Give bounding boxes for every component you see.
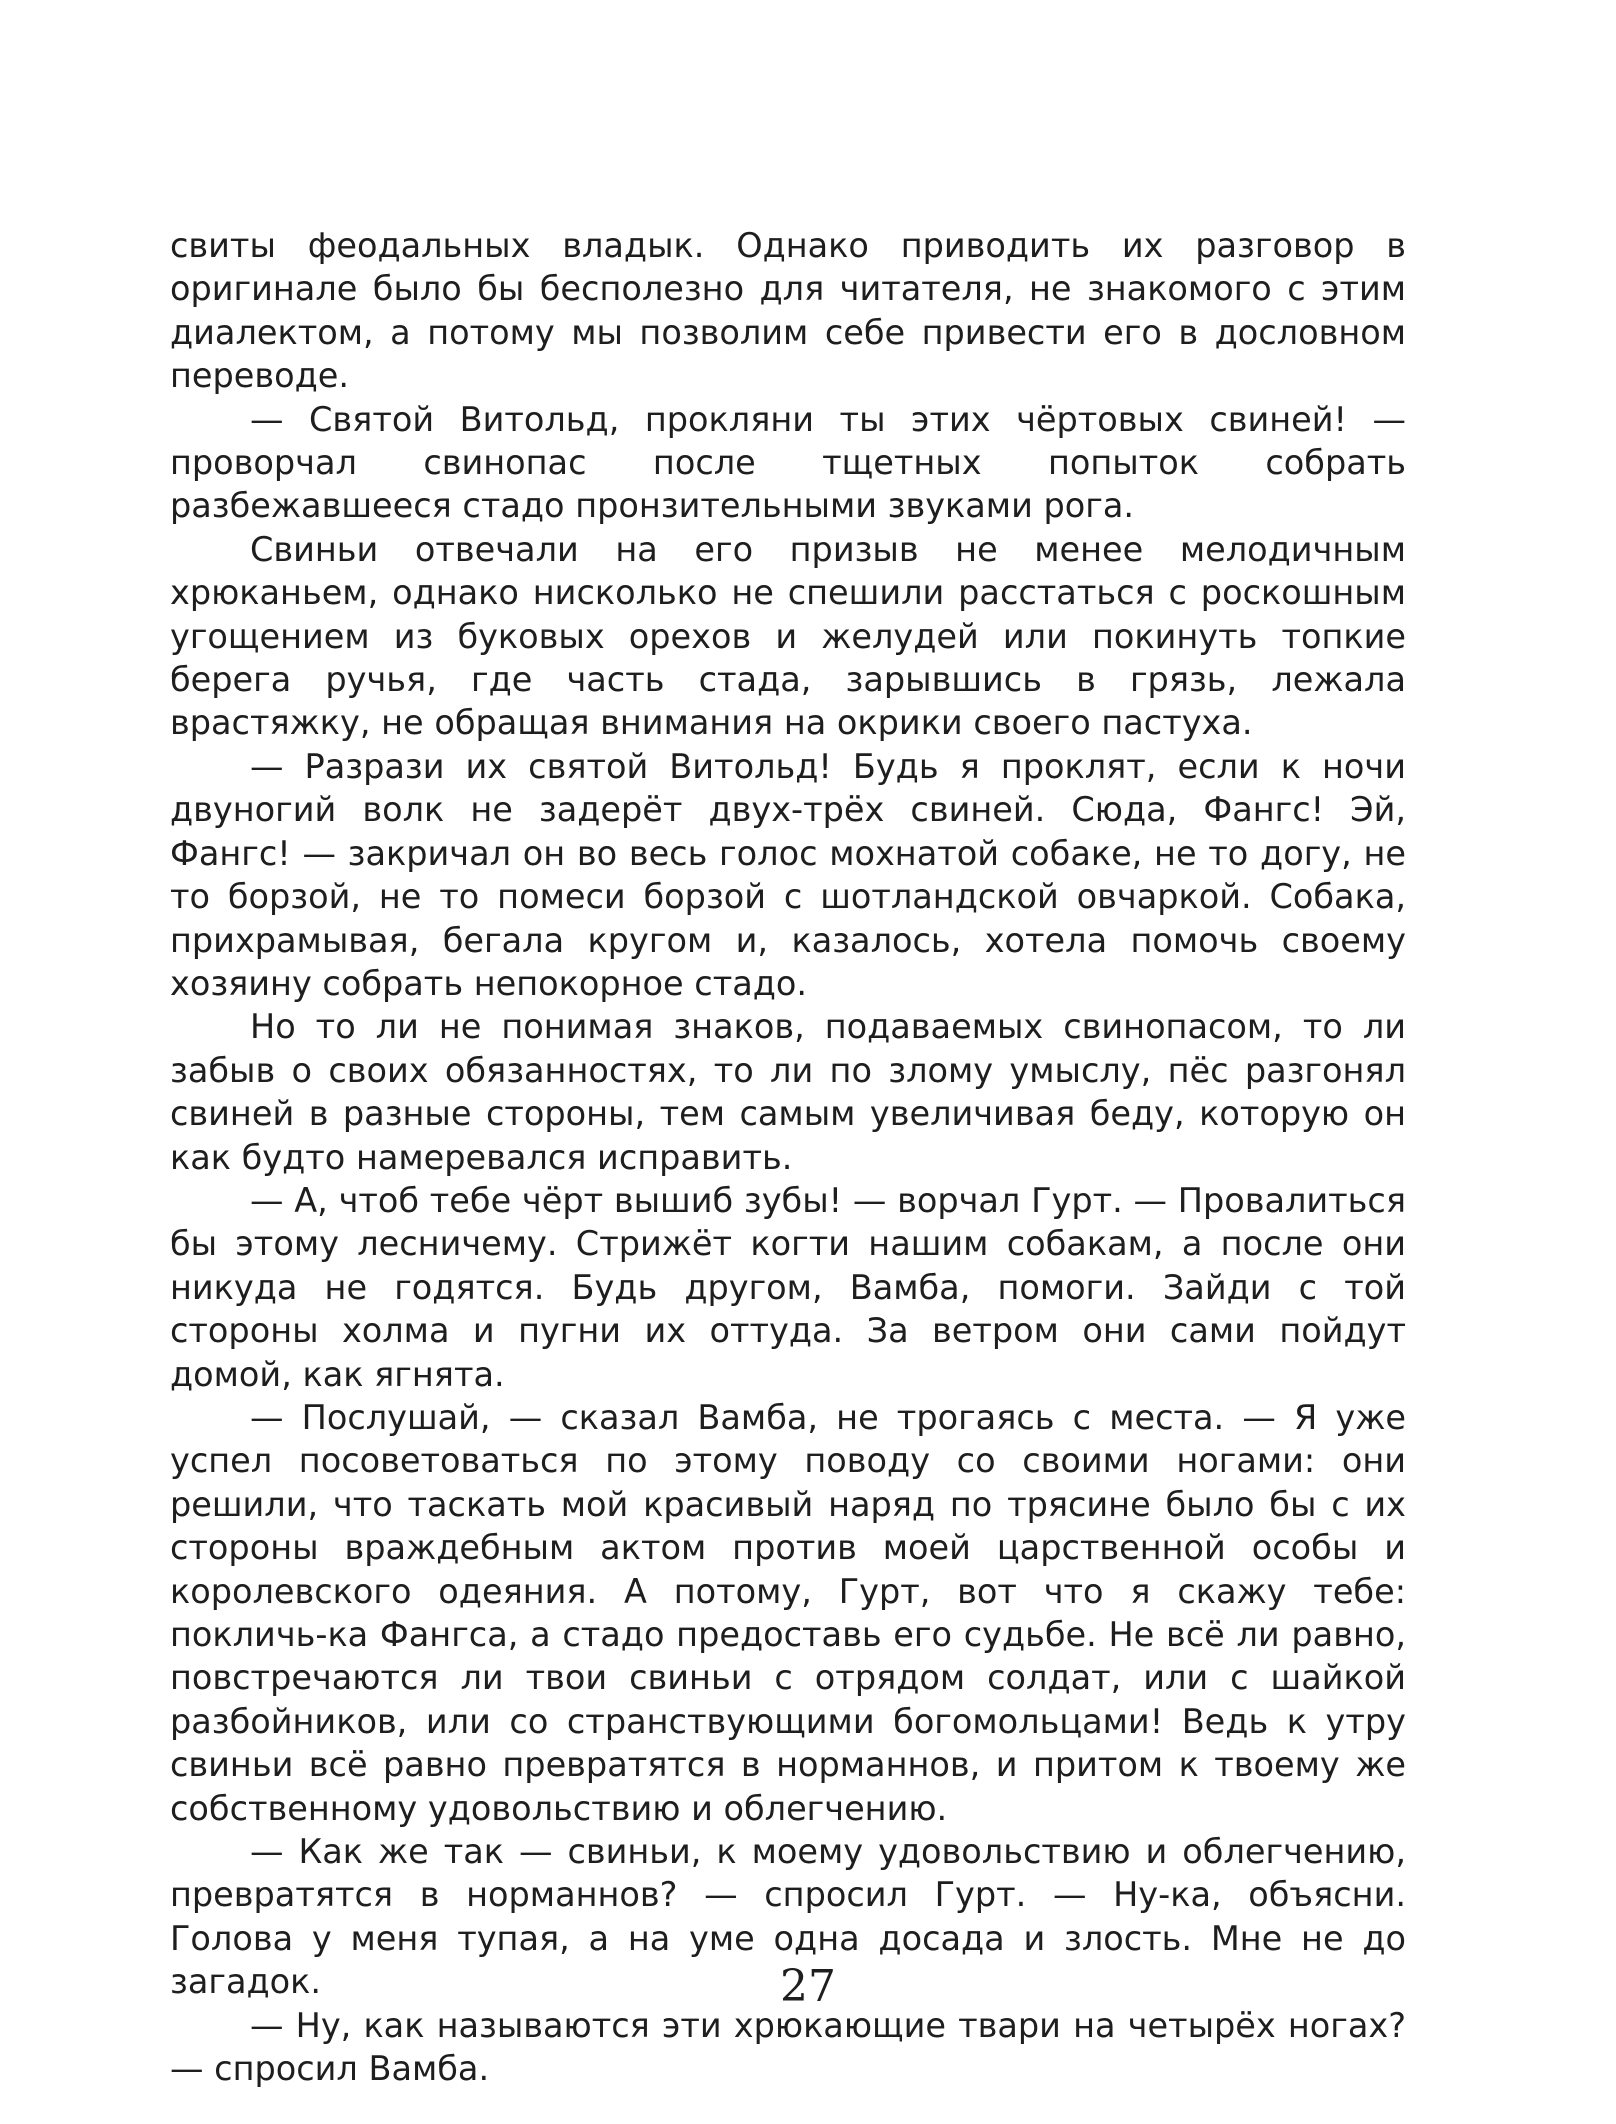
paragraph: — Святой Витольд, прокляни ты этих чёртовых свиней! — проворчал свинопас после тщетных попыток собрать разбежавшееся стадо пронзительными звуками рога. bbox=[170, 399, 1406, 526]
paragraph: — А, чтоб тебе чёрт вышиб зубы! — ворчал Гурт. — Провалиться бы этому лесничему. Стрижёт когти нашим собакам, а после они никуда не годятся. Будь другом, Вамба, помоги. Зайди с той стороны холма и пугни их оттуда. За ветром они сами пойдут домой, как ягнята. bbox=[170, 1180, 1406, 1394]
paragraph: свиты феодальных владык. Однако приводить их разговор в оригинале было бы бесполезно для читателя, не знакомого с этим диалектом, а потому мы позволим себе привести его в дословном переводе. bbox=[170, 226, 1406, 396]
paragraph: Свиньи отвечали на его призыв не менее мелодичным хрюканьем, однако нисколько не спешили расстаться с роскошным угощением из буковых орехов и желудей или покинуть топкие берега ручья, где часть стада, зарывшись в грязь, лежала врастяжку, не обращая внимания на окрики своего пастуха. bbox=[170, 529, 1406, 743]
page-number: 27 bbox=[780, 1961, 836, 2012]
body-text bbox=[170, 224, 1406, 2090]
paragraph: — Разрази их святой Витольд! Будь я проклят, если к ночи двуногий волк не задерёт двух-трёх свиней. Сюда, Фангс! Эй, Фангс! — закричал он во весь голос мохнатой собаке, не то догу, не то борзой, не то помеси борзой с шотландской овчаркой. Собака, прихрамывая, бегала кругом и, казалось, хотела помочь своему хозяину собрать непокорное стадо. bbox=[170, 746, 1406, 1003]
paragraph: — Послушай, — сказал Вамба, не трогаясь с места. — Я уже успел посоветоваться по этому поводу со своими ногами: они решили, что таскать мой красивый наряд по трясине было бы с их стороны враждебным актом против моей царственной особы и королевского одеяния. А потому, Гурт, вот что я скажу тебе: покличь-ка Фангса, а стадо предоставь его судьбе. Не всё ли равно, повстречаются ли твои свиньи с отрядом солдат, или с шайкой разбойников, или со странствующими богомольцами! Ведь к утру свиньи всё равно превратятся в норманнов, и притом к твоему же собственному удовольствию и облегчению. bbox=[170, 1397, 1406, 1828]
paragraph: — Ну, как называются эти хрюкающие твари на четырёх ногах? — спросил Вамба. bbox=[170, 2005, 1406, 2089]
paragraph: Но то ли не понимая знаков, подаваемых свинопасом, то ли забыв о своих обязанностях, то ли по злому умыслу, пёс разгонял свиней в разные стороны, тем самым увеличивая беду, которую он как будто намеревался исправить. bbox=[170, 1007, 1406, 1177]
paragraph: — Как же так — свиньи, к моему удовольствию и облегчению, превратятся в норманнов? — спросил Гурт. — Ну-ка, объясни. Голова у меня тупая, а на уме одна досада и злость. Мне не до загадок. bbox=[170, 1832, 1406, 2002]
